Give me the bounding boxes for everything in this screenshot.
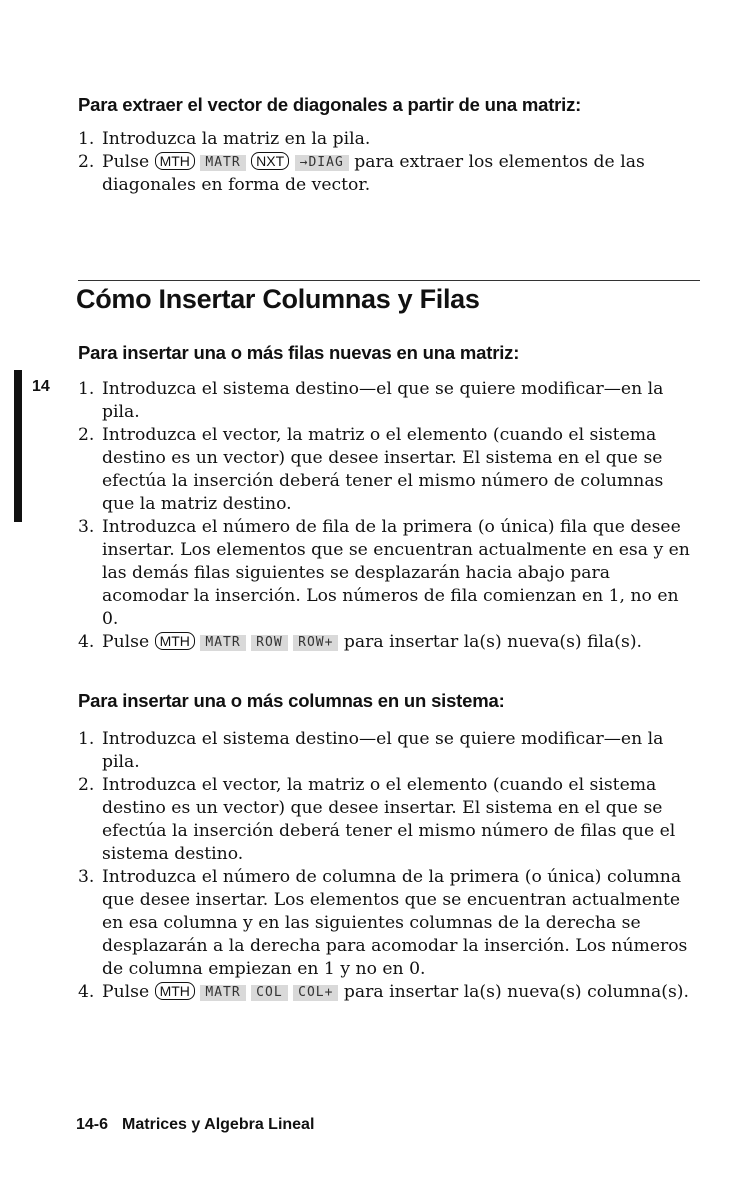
section-title: Cómo Insertar Columnas y Filas	[76, 284, 480, 314]
page-footer	[76, 1116, 314, 1134]
section3-heading: Para insertar una o más columnas en un sistema:	[78, 690, 505, 711]
list-item	[78, 516, 698, 631]
step-number: 4.	[78, 632, 95, 652]
list-item	[78, 728, 698, 774]
step-text-post: para extraer los elementos de las diagonales en forma de vector.	[102, 152, 645, 195]
step-number: 2.	[78, 425, 95, 445]
step-text: Introduzca el vector, la matriz o el elemento (cuando el sistema destino es un vector) que desee insertar. El sistema en el que se efectúa la inserción deberá tener el mismo número de filas que el sistema destino.	[102, 775, 676, 864]
mth-key: MTH	[155, 632, 195, 650]
matr-softkey: MATR	[200, 635, 245, 651]
list-item	[78, 981, 698, 1004]
list-item	[78, 866, 698, 981]
row-plus-softkey: ROW+	[293, 635, 338, 651]
step-text: Introduzca el número de fila de la primera (o única) fila que desee insertar. Los elementos que se encuentran actualmente en esa y en las demás filas siguientes se desplazarán hacia abajo para acomodar la inserción. Los números de fila comienzan en 1, no en 0.	[102, 517, 690, 629]
step-text: Introduzca el sistema destino—el que se quiere modificar—en la pila.	[102, 729, 664, 772]
step-number: 1.	[78, 729, 95, 749]
list-item	[78, 631, 698, 654]
section2-heading: Para insertar una o más filas nuevas en una matriz:	[78, 342, 520, 363]
step-number: 2.	[78, 775, 95, 795]
step-number: 2.	[78, 152, 95, 172]
list-item	[78, 151, 698, 197]
col-plus-softkey: COL+	[293, 985, 338, 1001]
step-text: Introduzca el sistema destino—el que se quiere modificar—en la pila.	[102, 379, 664, 422]
diag-softkey: →DIAG	[295, 155, 349, 171]
row-softkey: ROW	[251, 635, 287, 651]
chapter-tab-number: 14	[32, 378, 50, 395]
step-text-post: para insertar la(s) nueva(s) columna(s).	[343, 982, 689, 1002]
list-item	[78, 128, 698, 151]
step-number: 1.	[78, 379, 95, 399]
section2-steps	[78, 378, 698, 654]
section1-heading: Para extraer el vector de diagonales a partir de una matriz:	[78, 94, 582, 115]
mth-key: MTH	[155, 152, 195, 170]
matr-softkey: MATR	[200, 155, 245, 171]
section3-steps	[78, 728, 698, 1004]
col-softkey: COL	[251, 985, 287, 1001]
step-number: 3.	[78, 517, 95, 537]
chapter-title: Matrices y Algebra Lineal	[122, 1116, 315, 1133]
page-number: 14-6	[76, 1116, 109, 1133]
section1-steps	[78, 128, 698, 197]
step-text-pre: Pulse	[102, 152, 150, 172]
step-text: Introduzca la matriz en la pila.	[102, 129, 371, 149]
list-item	[78, 378, 698, 424]
chapter-tab-bar	[14, 370, 22, 522]
list-item	[78, 424, 698, 516]
matr-softkey: MATR	[200, 985, 245, 1001]
step-text: Introduzca el vector, la matriz o el elemento (cuando el sistema destino es un vector) que desee insertar. El sistema en el que se efectúa la inserción deberá tener el mismo número de columnas que la matriz destino.	[102, 425, 664, 514]
step-text-post: para insertar la(s) nueva(s) fila(s).	[343, 632, 642, 652]
list-item	[78, 774, 698, 866]
nxt-key: NXT	[251, 152, 289, 170]
step-number: 1.	[78, 129, 95, 149]
section-divider	[78, 280, 700, 281]
step-text: Introduzca el número de columna de la primera (o única) columna que desee insertar. Los elementos que se encuentran actualmente en esa columna y en las siguientes columnas de la derecha se desplazarán a la derecha para acomodar la inserción. Los números de columna empiezan en 1 y no en 0.	[102, 867, 688, 979]
step-number: 3.	[78, 867, 95, 887]
mth-key: MTH	[155, 982, 195, 1000]
step-text-pre: Pulse	[102, 632, 150, 652]
step-text-pre: Pulse	[102, 982, 150, 1002]
step-number: 4.	[78, 982, 95, 1002]
